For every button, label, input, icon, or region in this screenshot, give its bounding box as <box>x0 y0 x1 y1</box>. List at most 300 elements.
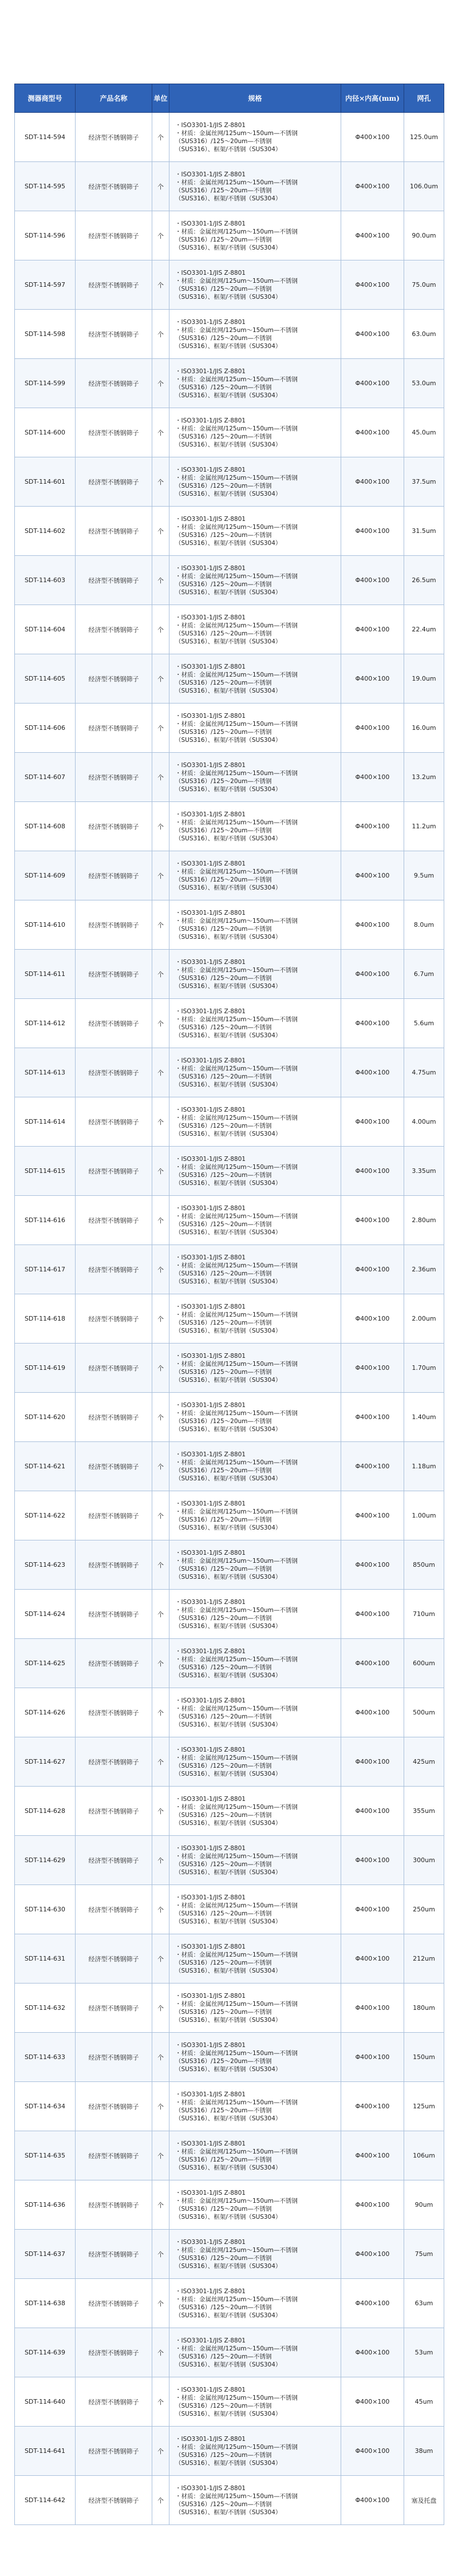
table-row <box>15 2033 444 2082</box>
spec-line: （SUS316）/125～20um—不锈钢 <box>175 1713 272 1720</box>
mesh-cell: 212um <box>404 1934 444 1984</box>
model-cell: SDT-114-639 <box>15 2328 76 2377</box>
unit-cell: 个 <box>152 950 169 999</box>
spec-cell <box>169 1097 341 1147</box>
product-name-cell: 经济型不锈钢筛子 <box>76 704 152 753</box>
spec-line: （SUS316）、框架/不锈钢（SUS304） <box>175 588 282 596</box>
product-name-cell: 经济型不锈钢筛子 <box>76 1540 152 1590</box>
spec-cell <box>169 310 341 359</box>
unit-cell: 个 <box>152 1294 169 1344</box>
table-row <box>15 310 444 359</box>
spec-line: ・ISO3301-1/JIS Z-8801 <box>175 1992 246 2000</box>
product-name-cell: 经济型不锈钢筛子 <box>76 2279 152 2328</box>
spec-line: ・ISO3301-1/JIS Z-8801 <box>175 2287 246 2295</box>
dimensions-cell: Φ400×100 <box>341 1540 404 1590</box>
spec-line: （SUS316）、框架/不锈钢（SUS304） <box>175 687 282 694</box>
unit-cell: 个 <box>152 162 169 211</box>
unit-cell: 个 <box>152 1639 169 1688</box>
unit-cell: 个 <box>152 2328 169 2377</box>
spec-line: ・ISO3301-1/JIS Z-8801 <box>175 2435 246 2443</box>
dimensions-cell: Φ400×100 <box>341 556 404 605</box>
product-name-cell: 经济型不锈钢筛子 <box>76 2082 152 2131</box>
spec-line: ・ISO3301-1/JIS Z-8801 <box>175 121 246 129</box>
product-name-cell: 经济型不锈钢筛子 <box>76 2131 152 2180</box>
model-cell: SDT-114-618 <box>15 1294 76 1344</box>
product-name-cell: 经济型不锈钢筛子 <box>76 2033 152 2082</box>
product-table <box>14 84 444 2525</box>
unit-cell: 个 <box>152 1196 169 1245</box>
spec-line: ・材质：金属丝网/125um～150um—不锈钢 <box>175 1114 298 1121</box>
spec-line: ・ISO3301-1/JIS Z-8801 <box>175 2091 246 2098</box>
spec-line: ・ISO3301-1/JIS Z-8801 <box>175 909 246 916</box>
spec-line: （SUS316）、框架/不锈钢（SUS304） <box>175 441 282 448</box>
spec-cell <box>169 1442 341 1491</box>
unit-cell: 个 <box>152 260 169 310</box>
product-name-cell: 经济型不锈钢筛子 <box>76 802 152 851</box>
unit-cell: 个 <box>152 851 169 900</box>
spec-cell <box>169 704 341 753</box>
spec-line: （SUS316）、框架/不锈钢（SUS304） <box>175 490 282 497</box>
unit-cell: 个 <box>152 556 169 605</box>
model-cell: SDT-114-598 <box>15 310 76 359</box>
mesh-cell: 90um <box>404 2180 444 2230</box>
spec-line: ・ISO3301-1/JIS Z-8801 <box>175 2140 246 2147</box>
spec-cell <box>169 1934 341 1984</box>
table-row <box>15 1491 444 1540</box>
dimensions-cell: Φ400×100 <box>341 310 404 359</box>
dimensions-cell: Φ400×100 <box>341 2082 404 2131</box>
product-name-cell: 经济型不锈钢筛子 <box>76 1147 152 1196</box>
spec-line: ・ISO3301-1/JIS Z-8801 <box>175 2386 246 2393</box>
spec-line: ・材质：金属丝网/125um～150um—不锈钢 <box>175 277 298 285</box>
model-cell: SDT-114-612 <box>15 999 76 1048</box>
product-name-cell: 经济型不锈钢筛子 <box>76 310 152 359</box>
product-name-cell: 经济型不锈钢筛子 <box>76 1836 152 1885</box>
dimensions-cell: Φ400×100 <box>341 2279 404 2328</box>
table-row <box>15 1639 444 1688</box>
spec-line: （SUS316）/125～20um—不锈钢 <box>175 2008 272 2016</box>
spec-line: ・ISO3301-1/JIS Z-8801 <box>175 1352 246 1360</box>
spec-line: ・ISO3301-1/JIS Z-8801 <box>175 1500 246 1507</box>
unit-cell: 个 <box>152 1984 169 2033</box>
product-name-cell: 经济型不锈钢筛子 <box>76 408 152 457</box>
unit-cell: 个 <box>152 1737 169 1787</box>
spec-line: ・ISO3301-1/JIS Z-8801 <box>175 1549 246 1556</box>
spec-cell <box>169 1737 341 1787</box>
unit-cell: 个 <box>152 1590 169 1639</box>
spec-line: （SUS316）/125～20um—不锈钢 <box>175 1516 272 1523</box>
spec-line: （SUS316）/125～20um—不锈钢 <box>175 285 272 293</box>
mesh-cell: 19.0um <box>404 654 444 704</box>
table-row <box>15 1245 444 1294</box>
spec-line: ・ISO3301-1/JIS Z-8801 <box>175 2041 246 2049</box>
spec-line: ・ISO3301-1/JIS Z-8801 <box>175 1697 246 1704</box>
table-row <box>15 605 444 654</box>
spec-line: （SUS316）/125～20um—不锈钢 <box>175 187 272 194</box>
dimensions-cell: Φ400×100 <box>341 408 404 457</box>
unit-cell: 个 <box>152 1442 169 1491</box>
product-name-cell: 经济型不锈钢筛子 <box>76 2180 152 2230</box>
table-row <box>15 2082 444 2131</box>
spec-line: ・材质：金属丝网/125um～150um—不锈钢 <box>175 1754 298 1761</box>
unit-cell: 个 <box>152 1097 169 1147</box>
spec-line: ・ISO3301-1/JIS Z-8801 <box>175 1008 246 1015</box>
spec-cell <box>169 507 341 556</box>
mesh-cell: 38um <box>404 2427 444 2476</box>
model-cell: SDT-114-640 <box>15 2377 76 2427</box>
product-name-cell: 经济型不锈钢筛子 <box>76 1442 152 1491</box>
spec-cell <box>169 260 341 310</box>
spec-line: （SUS316）、框架/不锈钢（SUS304） <box>175 1179 282 1187</box>
spec-line: （SUS316）、框架/不锈钢（SUS304） <box>175 1918 282 1925</box>
spec-cell <box>169 1787 341 1836</box>
spec-line: ・ISO3301-1/JIS Z-8801 <box>175 318 246 326</box>
spec-line: ・ISO3301-1/JIS Z-8801 <box>175 811 246 818</box>
spec-line: ・材质：金属丝网/125um～150um—不锈钢 <box>175 2296 298 2303</box>
spec-line: ・ISO3301-1/JIS Z-8801 <box>175 761 246 769</box>
spec-cell <box>169 999 341 1048</box>
spec-line: （SUS316）/125～20um—不锈钢 <box>175 2451 272 2459</box>
spec-line: ・材质：金属丝网/125um～150um—不锈钢 <box>175 1016 298 1023</box>
mesh-cell: 22.4um <box>404 605 444 654</box>
dimensions-cell: Φ400×100 <box>341 1984 404 2033</box>
dimensions-cell: Φ400×100 <box>341 2180 404 2230</box>
dimensions-cell: Φ400×100 <box>341 1885 404 1934</box>
table-row <box>15 753 444 802</box>
spec-cell <box>169 113 341 162</box>
spec-cell <box>169 1540 341 1590</box>
spec-line: （SUS316）、框架/不锈钢（SUS304） <box>175 1622 282 1630</box>
table-row <box>15 900 444 950</box>
spec-line: ・材质：金属丝网/125um～150um—不锈钢 <box>175 2492 298 2500</box>
table-row <box>15 408 444 457</box>
dimensions-cell: Φ400×100 <box>341 1393 404 1442</box>
spec-line: ・材质：金属丝网/125um～150um—不锈钢 <box>175 2099 298 2106</box>
unit-cell: 个 <box>152 654 169 704</box>
spec-line: ・材质：金属丝网/125um～150um—不锈钢 <box>175 1212 298 1220</box>
spec-line: （SUS316）、框架/不锈钢（SUS304） <box>175 244 282 251</box>
spec-line: （SUS316）、框架/不锈钢（SUS304） <box>175 1573 282 1581</box>
mesh-cell: 45um <box>404 2377 444 2427</box>
mesh-cell: 125.0um <box>404 113 444 162</box>
spec-line: （SUS316）/125～20um—不锈钢 <box>175 2254 272 2262</box>
spec-line: （SUS316）/125～20um—不锈钢 <box>175 728 272 736</box>
spec-line: ・材质：金属丝网/125um～150um—不锈钢 <box>175 2000 298 2008</box>
unit-cell: 个 <box>152 605 169 654</box>
spec-line: ・ISO3301-1/JIS Z-8801 <box>175 1106 246 1113</box>
spec-line: （SUS316）、框架/不锈钢（SUS304） <box>175 1228 282 1236</box>
spec-line: （SUS316）、框架/不锈钢（SUS304） <box>175 1868 282 1876</box>
spec-line: （SUS316）/125～20um—不锈钢 <box>175 2304 272 2311</box>
table-row <box>15 1196 444 1245</box>
spec-line: ・ISO3301-1/JIS Z-8801 <box>175 564 246 572</box>
mesh-cell: 26.5um <box>404 556 444 605</box>
table-row <box>15 2476 444 2525</box>
header-dimensions: 内径×内高(mm) <box>341 84 404 113</box>
header-model: 测器商型号 <box>15 84 76 113</box>
spec-line: （SUS316）、框架/不锈钢（SUS304） <box>175 1081 282 1088</box>
spec-line: （SUS316）/125～20um—不锈钢 <box>175 827 272 834</box>
unit-cell: 个 <box>152 1344 169 1393</box>
mesh-cell: 355um <box>404 1787 444 1836</box>
product-name-cell: 经济型不锈钢筛子 <box>76 1245 152 1294</box>
spec-line: ・材质：金属丝网/125um～150um—不锈钢 <box>175 622 298 629</box>
spec-line: （SUS316）、框架/不锈钢（SUS304） <box>175 1278 282 1285</box>
header-unit: 单位 <box>152 84 169 113</box>
spec-line: （SUS316）/125～20um—不锈钢 <box>175 1762 272 1769</box>
model-cell: SDT-114-614 <box>15 1097 76 1147</box>
unit-cell: 个 <box>152 211 169 260</box>
product-name-cell: 经济型不锈钢筛子 <box>76 900 152 950</box>
spec-line: （SUS316）、框架/不锈钢（SUS304） <box>175 1130 282 1137</box>
spec-cell <box>169 1590 341 1639</box>
dimensions-cell: Φ400×100 <box>341 1147 404 1196</box>
spec-line: ・材质：金属丝网/125um～150um—不锈钢 <box>175 2345 298 2352</box>
spec-line: （SUS316）、框架/不锈钢（SUS304） <box>175 539 282 547</box>
dimensions-cell: Φ400×100 <box>341 1737 404 1787</box>
spec-line: （SUS316）、框架/不锈钢（SUS304） <box>175 638 282 645</box>
product-name-cell: 经济型不锈钢筛子 <box>76 1294 152 1344</box>
spec-line: （SUS316）/125～20um—不锈钢 <box>175 1565 272 1573</box>
model-cell: SDT-114-641 <box>15 2427 76 2476</box>
spec-line: ・ISO3301-1/JIS Z-8801 <box>175 2238 246 2246</box>
table-row <box>15 457 444 507</box>
spec-line: （SUS316）、框架/不锈钢（SUS304） <box>175 1770 282 1777</box>
header-product-name: 产品名称 <box>76 84 152 113</box>
spec-line: ・ISO3301-1/JIS Z-8801 <box>175 712 246 720</box>
product-name-cell: 经济型不锈钢筛子 <box>76 1688 152 1737</box>
spec-cell <box>169 802 341 851</box>
dimensions-cell: Φ400×100 <box>341 1491 404 1540</box>
mesh-cell: 180um <box>404 1984 444 2033</box>
spec-line: ・材质：金属丝网/125um～150um—不锈钢 <box>175 474 298 481</box>
model-cell: SDT-114-602 <box>15 507 76 556</box>
spec-line: （SUS316）/125～20um—不锈钢 <box>175 1811 272 1819</box>
table-row <box>15 704 444 753</box>
model-cell: SDT-114-635 <box>15 2131 76 2180</box>
spec-line: ・材质：金属丝网/125um～150um—不锈钢 <box>175 1311 298 1318</box>
spec-cell <box>169 2476 341 2525</box>
table-row <box>15 654 444 704</box>
product-name-cell: 经济型不锈钢筛子 <box>76 1393 152 1442</box>
dimensions-cell: Φ400×100 <box>341 1097 404 1147</box>
model-cell: SDT-114-610 <box>15 900 76 950</box>
product-name-cell: 经济型不锈钢筛子 <box>76 851 152 900</box>
model-cell: SDT-114-632 <box>15 1984 76 2033</box>
spec-line: ・ISO3301-1/JIS Z-8801 <box>175 1401 246 1409</box>
table-row <box>15 2230 444 2279</box>
spec-cell <box>169 1048 341 1097</box>
spec-line: （SUS316）/125～20um—不锈钢 <box>175 531 272 539</box>
dimensions-cell: Φ400×100 <box>341 1639 404 1688</box>
spec-cell <box>169 2377 341 2427</box>
spec-line: （SUS316）、框架/不锈钢（SUS304） <box>175 1967 282 1974</box>
spec-line: ・ISO3301-1/JIS Z-8801 <box>175 171 246 178</box>
spec-line: （SUS316）/125～20um—不锈钢 <box>175 2205 272 2212</box>
unit-cell: 个 <box>152 1245 169 1294</box>
spec-line: ・材质：金属丝网/125um～150um—不锈钢 <box>175 1508 298 1515</box>
model-cell: SDT-114-638 <box>15 2279 76 2328</box>
table-row <box>15 1442 444 1491</box>
spec-cell <box>169 211 341 260</box>
spec-cell <box>169 2328 341 2377</box>
spec-line: （SUS316）/125～20um—不锈钢 <box>175 1959 272 1966</box>
product-name-cell: 经济型不锈钢筛子 <box>76 1097 152 1147</box>
spec-line: （SUS316）、框架/不锈钢（SUS304） <box>175 933 282 941</box>
model-cell: SDT-114-636 <box>15 2180 76 2230</box>
spec-cell <box>169 1688 341 1737</box>
model-cell: SDT-114-628 <box>15 1787 76 1836</box>
mesh-cell: 1.18um <box>404 1442 444 1491</box>
spec-line: （SUS316）、框架/不锈钢（SUS304） <box>175 1376 282 1384</box>
mesh-cell: 850um <box>404 1540 444 1590</box>
model-cell: SDT-114-620 <box>15 1393 76 1442</box>
spec-cell <box>169 654 341 704</box>
table-row <box>15 1885 444 1934</box>
spec-line: ・ISO3301-1/JIS Z-8801 <box>175 1894 246 1901</box>
dimensions-cell: Φ400×100 <box>341 1787 404 1836</box>
product-name-cell: 经济型不锈钢筛子 <box>76 654 152 704</box>
spec-line: （SUS316）/125～20um—不锈钢 <box>175 1073 272 1080</box>
spec-line: ・ISO3301-1/JIS Z-8801 <box>175 515 246 523</box>
spec-line: （SUS316）/125～20um—不锈钢 <box>175 482 272 489</box>
spec-line: ・ISO3301-1/JIS Z-8801 <box>175 220 246 227</box>
table-row <box>15 1688 444 1737</box>
spec-cell <box>169 2082 341 2131</box>
spec-cell <box>169 1196 341 1245</box>
dimensions-cell: Φ400×100 <box>341 802 404 851</box>
spec-line: ・材质：金属丝网/125um～150um—不锈钢 <box>175 2148 298 2155</box>
table-row <box>15 851 444 900</box>
product-name-cell: 经济型不锈钢筛子 <box>76 1344 152 1393</box>
dimensions-cell: Φ400×100 <box>341 1590 404 1639</box>
unit-cell: 个 <box>152 113 169 162</box>
mesh-cell: 2.80um <box>404 1196 444 1245</box>
dimensions-cell: Φ400×100 <box>341 999 404 1048</box>
product-name-cell: 经济型不锈钢筛子 <box>76 211 152 260</box>
spec-line: （SUS316）、框架/不锈钢（SUS304） <box>175 2459 282 2467</box>
spec-line: ・材质：金属丝网/125um～150um—不锈钢 <box>175 1705 298 1712</box>
unit-cell: 个 <box>152 2033 169 2082</box>
product-name-cell: 经济型不锈钢筛子 <box>76 113 152 162</box>
dimensions-cell: Φ400×100 <box>341 1294 404 1344</box>
product-name-cell: 经济型不锈钢筛子 <box>76 507 152 556</box>
spec-cell <box>169 457 341 507</box>
product-name-cell: 经济型不锈钢筛子 <box>76 2328 152 2377</box>
model-cell: SDT-114-608 <box>15 802 76 851</box>
model-cell: SDT-114-615 <box>15 1147 76 1196</box>
product-name-cell: 经济型不锈钢筛子 <box>76 1048 152 1097</box>
dimensions-cell: Φ400×100 <box>341 753 404 802</box>
spec-line: （SUS316）、框架/不锈钢（SUS304） <box>175 1327 282 1334</box>
spec-line: （SUS316）/125～20um—不锈钢 <box>175 1417 272 1425</box>
spec-line: ・ISO3301-1/JIS Z-8801 <box>175 1647 246 1655</box>
mesh-cell: 1.70um <box>404 1344 444 1393</box>
model-cell: SDT-114-625 <box>15 1639 76 1688</box>
table-row <box>15 260 444 310</box>
spec-cell <box>169 2033 341 2082</box>
table-row <box>15 999 444 1048</box>
table-row <box>15 1787 444 1836</box>
spec-cell <box>169 950 341 999</box>
model-cell: SDT-114-626 <box>15 1688 76 1737</box>
dimensions-cell: Φ400×100 <box>341 2131 404 2180</box>
mesh-cell: 8.0um <box>404 900 444 950</box>
spec-line: ・ISO3301-1/JIS Z-8801 <box>175 1155 246 1163</box>
table-row <box>15 1048 444 1097</box>
table-row <box>15 802 444 851</box>
spec-line: ・材质：金属丝网/125um～150um—不锈钢 <box>175 2394 298 2401</box>
spec-line: ・材质：金属丝网/125um～150um—不锈钢 <box>175 2049 298 2057</box>
product-name-cell: 经济型不锈钢筛子 <box>76 2230 152 2279</box>
spec-cell <box>169 1984 341 2033</box>
product-name-cell: 经济型不锈钢筛子 <box>76 162 152 211</box>
spec-line: （SUS316）、框架/不锈钢（SUS304） <box>175 982 282 990</box>
spec-line: （SUS316）/125～20um—不锈钢 <box>175 1664 272 1671</box>
spec-line: ・ISO3301-1/JIS Z-8801 <box>175 1598 246 1606</box>
table-row <box>15 507 444 556</box>
dimensions-cell: Φ400×100 <box>341 1344 404 1393</box>
spec-line: （SUS316）、框架/不锈钢（SUS304） <box>175 736 282 744</box>
spec-line: ・材质：金属丝网/125um～150um—不锈钢 <box>175 819 298 826</box>
table-row <box>15 211 444 260</box>
model-cell: SDT-114-603 <box>15 556 76 605</box>
mesh-cell: 37.5um <box>404 457 444 507</box>
spec-line: ・ISO3301-1/JIS Z-8801 <box>175 663 246 670</box>
spec-line: ・ISO3301-1/JIS Z-8801 <box>175 2484 246 2492</box>
spec-line: （SUS316）、框架/不锈钢（SUS304） <box>175 1524 282 1531</box>
spec-line: （SUS316）、框架/不锈钢（SUS304） <box>175 2410 282 2417</box>
model-cell: SDT-114-600 <box>15 408 76 457</box>
table-row <box>15 1540 444 1590</box>
spec-cell <box>169 1491 341 1540</box>
mesh-cell: 75um <box>404 2230 444 2279</box>
spec-line: （SUS316）、框架/不锈钢（SUS304） <box>175 1032 282 1039</box>
spec-cell <box>169 1836 341 1885</box>
unit-cell: 个 <box>152 802 169 851</box>
mesh-cell: 425um <box>404 1737 444 1787</box>
header-spec: 规格 <box>169 84 341 113</box>
model-cell: SDT-114-619 <box>15 1344 76 1393</box>
spec-line: （SUS316）、框架/不锈钢（SUS304） <box>175 2065 282 2073</box>
spec-line: ・材质：金属丝网/125um～150um—不锈钢 <box>175 966 298 974</box>
spec-line: ・材质：金属丝网/125um～150um—不锈钢 <box>175 1656 298 1663</box>
model-cell: SDT-114-605 <box>15 654 76 704</box>
model-cell: SDT-114-604 <box>15 605 76 654</box>
dimensions-cell: Φ400×100 <box>341 113 404 162</box>
mesh-cell: 1.00um <box>404 1491 444 1540</box>
table-row <box>15 1147 444 1196</box>
spec-line: （SUS316）/125～20um—不锈钢 <box>175 1270 272 1277</box>
model-cell: SDT-114-630 <box>15 1885 76 1934</box>
unit-cell: 个 <box>152 2180 169 2230</box>
dimensions-cell: Φ400×100 <box>341 950 404 999</box>
unit-cell: 个 <box>152 2082 169 2131</box>
spec-cell <box>169 851 341 900</box>
spec-line: （SUS316）、框架/不锈钢（SUS304） <box>175 2115 282 2122</box>
spec-line: ・ISO3301-1/JIS Z-8801 <box>175 1746 246 1753</box>
header-mesh: 网孔 <box>404 84 444 113</box>
table-row <box>15 2427 444 2476</box>
unit-cell: 个 <box>152 1048 169 1097</box>
spec-line: （SUS316）/125～20um—不锈钢 <box>175 1910 272 1917</box>
spec-cell <box>169 1147 341 1196</box>
spec-line: ・ISO3301-1/JIS Z-8801 <box>175 1943 246 1950</box>
mesh-cell: 250um <box>404 1885 444 1934</box>
model-cell: SDT-114-631 <box>15 1934 76 1984</box>
spec-cell <box>169 2180 341 2230</box>
spec-line: ・ISO3301-1/JIS Z-8801 <box>175 2189 246 2196</box>
